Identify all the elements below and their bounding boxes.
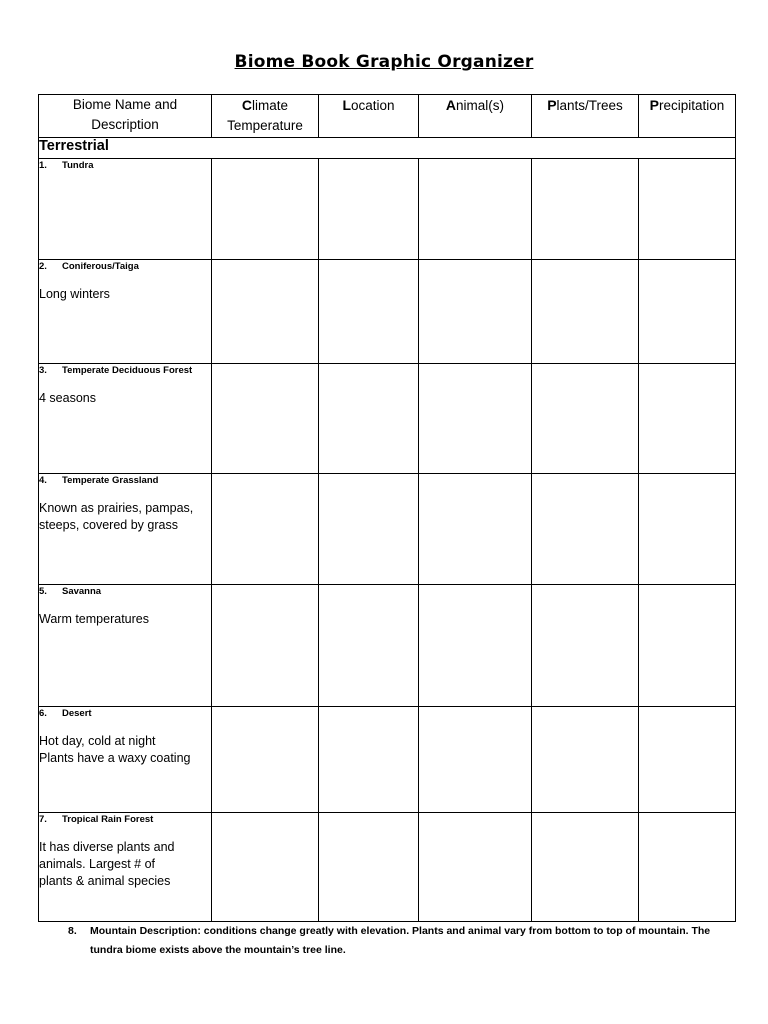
biome-description-line: It has diverse plants and — [39, 840, 175, 854]
blank-cell-climate[interactable] — [212, 159, 319, 260]
blank-cell-location[interactable] — [319, 813, 419, 922]
biome-number: 5. — [39, 586, 47, 597]
header-climate-rest: limate — [252, 98, 289, 113]
biome-name — [39, 159, 211, 173]
biome-cell — [39, 707, 212, 813]
biome-description-line: Known as prairies, pampas, — [39, 501, 194, 515]
biome-number: 6. — [39, 708, 47, 719]
biome-cell — [39, 585, 212, 707]
header-plants-cap: P — [547, 97, 557, 113]
biome-name-text: Temperate Deciduous Forest — [62, 365, 193, 376]
header-location-rest: ocation — [351, 98, 395, 113]
biome-number: 1. — [39, 160, 47, 171]
blank-cell-plants[interactable] — [532, 707, 639, 813]
biome-row — [39, 474, 736, 585]
blank-cell-animals[interactable] — [419, 474, 532, 585]
biome-name-text: Coniferous/Taiga — [62, 261, 139, 272]
biome-number: 2. — [39, 261, 47, 272]
biome-name-text: Temperate Grassland — [62, 475, 159, 486]
biome-description-line: Plants have a waxy coating — [39, 751, 191, 765]
blank-cell-precipitation[interactable] — [639, 364, 736, 474]
blank-cell-climate[interactable] — [212, 707, 319, 813]
biome-row — [39, 364, 736, 474]
biome-cell — [39, 159, 212, 260]
header-animals-rest: nimal(s) — [456, 98, 505, 113]
blank-cell-animals[interactable] — [419, 159, 532, 260]
biome-description — [39, 611, 211, 628]
biome-description-line: 4 seasons — [39, 391, 96, 405]
biome-row — [39, 159, 736, 260]
biome-name-text: Tropical Rain Forest — [62, 814, 154, 825]
blank-cell-plants[interactable] — [532, 813, 639, 922]
blank-cell-climate[interactable] — [212, 364, 319, 474]
blank-cell-animals[interactable] — [419, 585, 532, 707]
biome-name-text: Desert — [62, 708, 92, 719]
header-precip-rest: recipitation — [659, 98, 725, 113]
biome-description-line: plants & animal species — [39, 874, 171, 888]
section-row — [39, 138, 736, 159]
biome-name — [39, 364, 211, 378]
biome-number: 7. — [39, 814, 47, 825]
page-title: Biome Book Graphic Organizer — [234, 52, 534, 72]
blank-cell-location[interactable] — [319, 707, 419, 813]
biome-description-line: Hot day, cold at night — [39, 734, 156, 748]
blank-cell-animals[interactable] — [419, 707, 532, 813]
biome-description — [39, 733, 211, 767]
footnote-text: Mountain Description: conditions change greatly with elevation. Plants and animal vary from bottom to top of mountain. The tundra biome exists above the mountain’s tree line. — [90, 925, 711, 956]
biome-row — [39, 260, 736, 364]
blank-cell-animals[interactable] — [419, 260, 532, 364]
blank-cell-location[interactable] — [319, 159, 419, 260]
blank-cell-climate[interactable] — [212, 813, 319, 922]
biome-cell — [39, 474, 212, 585]
biome-number: 3. — [39, 365, 47, 376]
biome-description-line: steeps, covered by grass — [39, 518, 178, 532]
blank-cell-location[interactable] — [319, 364, 419, 474]
biome-description-line: animals. Largest # of — [39, 857, 156, 871]
blank-cell-climate[interactable] — [212, 585, 319, 707]
header-row — [39, 95, 736, 138]
biome-description — [39, 286, 211, 303]
biome-cell — [39, 260, 212, 364]
header-plants-rest: lants/Trees — [556, 98, 623, 113]
blank-cell-animals[interactable] — [419, 813, 532, 922]
footnote-number: 8. — [68, 925, 77, 937]
biome-description — [39, 839, 211, 890]
biome-description-line: Warm temperatures — [39, 612, 149, 626]
blank-cell-plants[interactable] — [532, 474, 639, 585]
biome-description-line: Long winters — [39, 287, 110, 301]
section-terrestrial: Terrestrial — [39, 138, 736, 159]
blank-cell-precipitation[interactable] — [639, 813, 736, 922]
biome-row — [39, 707, 736, 813]
blank-cell-location[interactable] — [319, 260, 419, 364]
biome-name — [39, 260, 211, 274]
blank-cell-precipitation[interactable] — [639, 585, 736, 707]
biome-description — [39, 390, 211, 407]
biome-description — [39, 500, 211, 534]
biome-cell — [39, 813, 212, 922]
header-animals — [419, 95, 532, 138]
blank-cell-location[interactable] — [319, 474, 419, 585]
blank-cell-location[interactable] — [319, 585, 419, 707]
blank-cell-plants[interactable] — [532, 585, 639, 707]
header-plants — [532, 95, 639, 138]
biome-row — [39, 813, 736, 922]
header-precip-cap: P — [649, 97, 660, 113]
header-animals-cap: A — [445, 97, 457, 113]
biome-name-text: Savanna — [62, 586, 102, 597]
biome-name — [39, 585, 211, 599]
biome-row — [39, 585, 736, 707]
blank-cell-precipitation[interactable] — [639, 159, 736, 260]
blank-cell-animals[interactable] — [419, 364, 532, 474]
biome-cell — [39, 364, 212, 474]
header-precipitation — [639, 95, 736, 138]
header-biome — [39, 95, 212, 138]
blank-cell-precipitation[interactable] — [639, 707, 736, 813]
blank-cell-plants[interactable] — [532, 364, 639, 474]
footnote-mountain — [68, 922, 738, 960]
header-location-cap: L — [342, 97, 351, 113]
biome-name — [39, 707, 211, 721]
biome-name — [39, 474, 211, 488]
biome-name — [39, 813, 211, 827]
blank-cell-climate[interactable] — [212, 260, 319, 364]
blank-cell-precipitation[interactable] — [639, 474, 736, 585]
biome-number: 4. — [39, 475, 47, 486]
header-climate-line2: Temperature — [227, 118, 303, 133]
blank-cell-precipitation[interactable] — [639, 260, 736, 364]
header-biome-line2: Description — [91, 117, 159, 132]
blank-cell-plants[interactable] — [532, 159, 639, 260]
header-climate-cap: C — [241, 97, 253, 113]
biome-organizer-table — [38, 94, 736, 922]
header-location — [319, 95, 419, 138]
header-biome-line1: Biome Name and — [72, 97, 178, 112]
biome-name-text: Tundra — [62, 160, 94, 171]
blank-cell-plants[interactable] — [532, 260, 639, 364]
blank-cell-climate[interactable] — [212, 474, 319, 585]
header-climate — [212, 95, 319, 138]
